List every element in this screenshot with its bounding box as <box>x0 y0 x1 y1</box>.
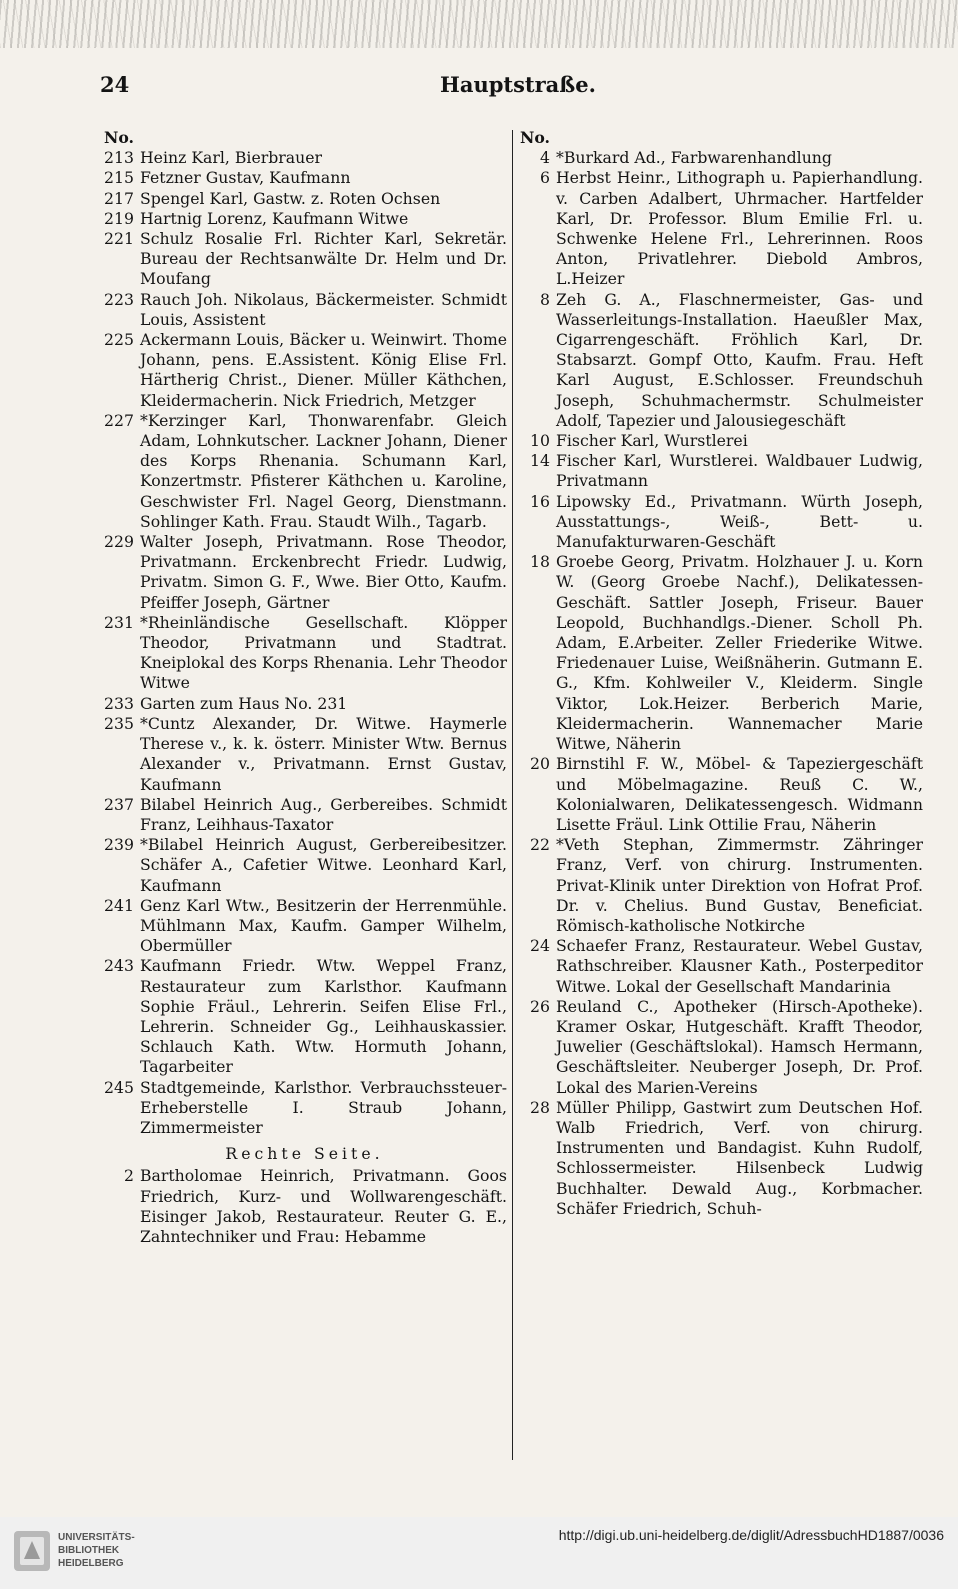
house-number: 239 <box>104 835 134 855</box>
entry-text: Schulz Rosalie Frl. Richter Karl, Sekretär. Bureau der Rechtsanwälte Dr. Helm und Dr. Moufang <box>140 229 507 289</box>
directory-entry <box>518 451 923 491</box>
house-number: 6 <box>540 168 550 188</box>
entry-text: Bartholomae Heinrich, Privatmann. Goos Friedrich, Kurz- und Wollwarengeschäft. Eisinger Jakob, Restaurateur. Reuter G. E., Zahntechniker und Frau: Hebamme <box>140 1166 507 1246</box>
directory-entry <box>102 148 507 168</box>
library-line-3: HEIDELBERG <box>58 1558 124 1569</box>
scan-edge-noise <box>0 0 958 48</box>
directory-entry <box>102 956 507 1077</box>
house-number: 10 <box>530 431 550 451</box>
house-number: 225 <box>104 330 134 350</box>
entry-text: *Burkard Ad., Farbwarenhandlung <box>556 148 832 168</box>
entry-text: Zeh G. A., Flaschnermeister, Gas- und Wasserleitungs-Installation. Haeußler Max, Cigarrengeschäft. Fröhlich Karl, Dr. Stabsarzt. Gompf Otto, Kaufm. Frau. Heft Karl August, E.Schlosser. Freundschuh Joseph, Schuhmachermstr. Schulmeister Adolf, Tapezier und Jalousiegeschäft <box>556 289 923 430</box>
house-number: 245 <box>104 1077 134 1097</box>
column-head-no: No. <box>520 128 550 147</box>
entry-text: *Cuntz Alexander, Dr. Witwe. Haymerle Therese v., k. k. österr. Minister Wtw. Bernus Alexander v., Privatmann. Ernst Gustav, Kaufmann <box>140 713 507 794</box>
page-number: 24 <box>100 72 130 97</box>
entry-text: Bilabel Heinrich Aug., Gerbereibes. Schmidt Franz, Leihhaus-Taxator <box>140 794 507 834</box>
directory-entry <box>102 795 507 835</box>
directory-entry <box>518 754 923 835</box>
university-seal-icon <box>12 1529 52 1573</box>
page-header <box>0 72 958 108</box>
right-entry-list <box>518 148 923 1219</box>
directory-entry <box>102 411 507 532</box>
house-number: 28 <box>530 1097 550 1117</box>
directory-entry <box>102 229 507 290</box>
directory-entry <box>102 694 507 714</box>
house-number: 18 <box>530 552 550 572</box>
entry-text: Fischer Karl, Wurstlerei. Waldbauer Ludwig, Privatmann <box>556 451 923 491</box>
entry-text: Müller Philipp, Gastwirt zum Deutschen Hof. Walb Friedrich, Verf. von chirurg. Instrumenten und Bandagist. Kuhn Rudolf, Schlossermeister. Hilsenbeck Ludwig Buchhalter. Dewald Aug., Korbmacher. Schäfer Friedrich, Schuh- <box>556 1097 923 1218</box>
left-entry-list-2 <box>102 1166 507 1247</box>
house-number: 233 <box>104 693 134 713</box>
house-number: 24 <box>530 936 550 956</box>
library-line-1: UNIVERSITÄTS- <box>58 1532 135 1543</box>
entry-text: Groebe Georg, Privatm. Holzhauer J. u. Korn W. (Georg Groebe Nachf.), Delikatessen-Geschäft. Sattler Joseph, Friseur. Bauer Leopold, Buchhandlgs.-Diener. Scholl Ph. Adam, E.Arbeiter. Zeller Friederike Witwe. Friedenauer Luise, Weißnäherin. Gutmann E. G., Kfm. Kohlweiler V., Kleiderm. Single Viktor, Lok.Heizer. Berberich Marie, Kleidermacherin. Wannemacher Marie Witwe, Näherin <box>556 552 923 754</box>
directory-entry <box>518 1098 923 1219</box>
directory-entry <box>518 552 923 754</box>
section-title: Rechte Seite. <box>225 1144 384 1164</box>
house-number: 241 <box>104 895 134 915</box>
directory-entry <box>518 168 923 289</box>
house-number: 215 <box>104 168 134 188</box>
right-column <box>518 128 923 1219</box>
house-number: 22 <box>530 835 550 855</box>
entry-text: Rauch Joh. Nikolaus, Bäckermeister. Schmidt Louis, Assistent <box>140 289 507 329</box>
directory-entry <box>102 1166 507 1247</box>
house-number: 8 <box>540 289 550 309</box>
entry-text: Fischer Karl, Wurstlerei <box>556 431 748 451</box>
directory-entry <box>102 714 507 795</box>
directory-entry <box>102 896 507 957</box>
entry-text: Reuland C., Apotheker (Hirsch-Apotheke). Kramer Oskar, Hutgeschäft. Krafft Theodor, Juwelier (Geschäftslokal). Hamsch Hermann, Geschäftsleiter. Neuberger Joseph, Dr. Prof. Lokal des Marien-Vereins <box>556 996 923 1097</box>
entry-text: *Bilabel Heinrich August, Gerbereibesitzer. Schäfer A., Cafetier Witwe. Leonhard Karl, Kaufmann <box>140 835 507 895</box>
directory-entry <box>102 1078 507 1139</box>
entry-text: Lipowsky Ed., Privatmann. Würth Joseph, Ausstattungs-, Weiß-, Bett- u. Manufakturwaren-Geschäft <box>556 491 923 552</box>
directory-entry <box>518 290 923 431</box>
directory-entry <box>102 290 507 330</box>
house-number: 2 <box>124 1166 134 1186</box>
entry-text: Herbst Heinr., Lithograph u. Papierhandlung. v. Carben Adalbert, Uhrmacher. Hartfelder Karl, Dr. Professor. Blum Emilie Frl. u. Schwenke Helene Frl., Lehrerinnen. Roos Anton, Privatlehrer. Diebold Ambros, L.Heizer <box>556 168 923 289</box>
directory-entry <box>102 532 507 613</box>
library-name <box>58 1531 135 1570</box>
entry-text: Schaefer Franz, Restaurateur. Webel Gustav, Rathschreiber. Klausner Kath., Posterpeditor Witwe. Lokal der Gesellschaft Mandarinia <box>556 936 923 996</box>
directory-entry <box>102 330 507 411</box>
entry-text: Spengel Karl, Gastw. z. Roten Ochsen <box>140 188 441 208</box>
entry-text: Heinz Karl, Bierbrauer <box>140 148 323 168</box>
entry-text: Garten zum Haus No. 231 <box>140 693 348 713</box>
entry-text: Fetzner Gustav, Kaufmann <box>140 168 351 188</box>
entry-text: Walter Joseph, Privatmann. Rose Theodor, Privatmann. Erckenbrecht Friedr. Ludwig, Privatm. Simon G. F., Wwe. Bier Otto, Kaufm. Pfeiffer Joseph, Gärtner <box>140 532 507 612</box>
entry-text: Genz Karl Wtw., Besitzerin der Herrenmühle. Mühlmann Max, Kaufm. Gamper Wilhelm, Obermüller <box>140 895 507 956</box>
house-number: 217 <box>104 188 134 208</box>
entry-text: Birnstihl F. W., Möbel- & Tapeziergeschäft und Möbelmagazine. Reuß C. W., Kolonialwaren, Delikatessengesch. Widmann Lisette Fräul. Link Ottilie Frau, Näherin <box>556 754 923 834</box>
directory-entry <box>518 936 923 997</box>
directory-entry <box>518 431 923 451</box>
house-number: 213 <box>104 148 134 168</box>
column-head-no: No. <box>104 128 134 147</box>
directory-entry <box>102 168 507 188</box>
directory-entry <box>518 148 923 168</box>
source-url[interactable]: http://digi.ub.uni-heidelberg.de/diglit/AdressbuchHD1887/0036 <box>558 1527 944 1543</box>
directory-entry <box>518 997 923 1098</box>
left-column <box>102 128 507 1247</box>
house-number: 219 <box>104 208 134 228</box>
directory-entry <box>102 835 507 896</box>
running-head: Hauptstraße. <box>440 72 596 97</box>
house-number: 16 <box>530 491 550 511</box>
house-number: 235 <box>104 713 134 733</box>
entry-text: Ackermann Louis, Bäcker u. Weinwirt. Thome Johann, pens. E.Assistent. König Elise Frl. Härtherig Christ., Diener. Müller Käthchen, Kleidermacherin. Nick Friedrich, Metzger <box>140 330 507 410</box>
house-number: 243 <box>104 956 134 976</box>
directory-entry <box>518 492 923 553</box>
house-number: 223 <box>104 289 134 309</box>
entry-text: Hartnig Lorenz, Kaufmann Witwe <box>140 208 409 228</box>
entry-text: *Veth Stephan, Zimmermstr. Zähringer Franz, Verf. von chirurg. Instrumenten. Privat-Klinik unter Direktion von Hofrat Prof. Dr. v. Chelius. Bund Gustav, Beneficiat. Römisch-katholische Notkirche <box>556 835 923 935</box>
entry-text: *Rheinländische Gesellschaft. Klöpper Theodor, Privatmann und Stadtrat. Kneiplokal des Korps Rhenania. Lehr Theodor Witwe <box>140 612 507 693</box>
footer-bar <box>0 1517 958 1589</box>
house-number: 4 <box>540 148 550 168</box>
library-line-2: BIBLIOTHEK <box>58 1545 120 1556</box>
house-number: 227 <box>104 410 134 430</box>
entry-text: Kaufmann Friedr. Wtw. Weppel Franz, Restaurateur zum Karlsthor. Kaufmann Sophie Fräul., Lehrerin. Seifen Elise Frl., Lehrerin. Schneider Gg., Leihhauskassier. Schlauch Kath. Wtw. Hormuth Johann, Tagarbeiter <box>140 956 507 1077</box>
house-number: 20 <box>530 754 550 774</box>
directory-entry <box>102 613 507 694</box>
house-number: 14 <box>530 451 550 471</box>
house-number: 237 <box>104 794 134 814</box>
directory-entry <box>102 189 507 209</box>
column-divider <box>512 130 513 1460</box>
house-number: 221 <box>104 229 134 249</box>
directory-entry <box>102 209 507 229</box>
entry-text: *Kerzinger Karl, Thonwarenfabr. Gleich Adam, Lohnkutscher. Lackner Johann, Diener des Korps Rhenania. Schumann Karl, Konzertmstr. Pfisterer Käthchen u. Karoline, Geschwister Frl. Nagel Georg, Dienstmann. Sohlinger Kath. Frau. Staudt Wilh., Tagarb. <box>140 410 507 531</box>
house-number: 229 <box>104 532 134 552</box>
house-number: 231 <box>104 612 134 632</box>
left-entry-list <box>102 148 507 1138</box>
house-number: 26 <box>530 996 550 1016</box>
directory-entry <box>518 835 923 936</box>
entry-text: Stadtgemeinde, Karlsthor. Verbrauchssteuer-Erheberstelle I. Straub Johann, Zimmermeister <box>140 1077 507 1137</box>
